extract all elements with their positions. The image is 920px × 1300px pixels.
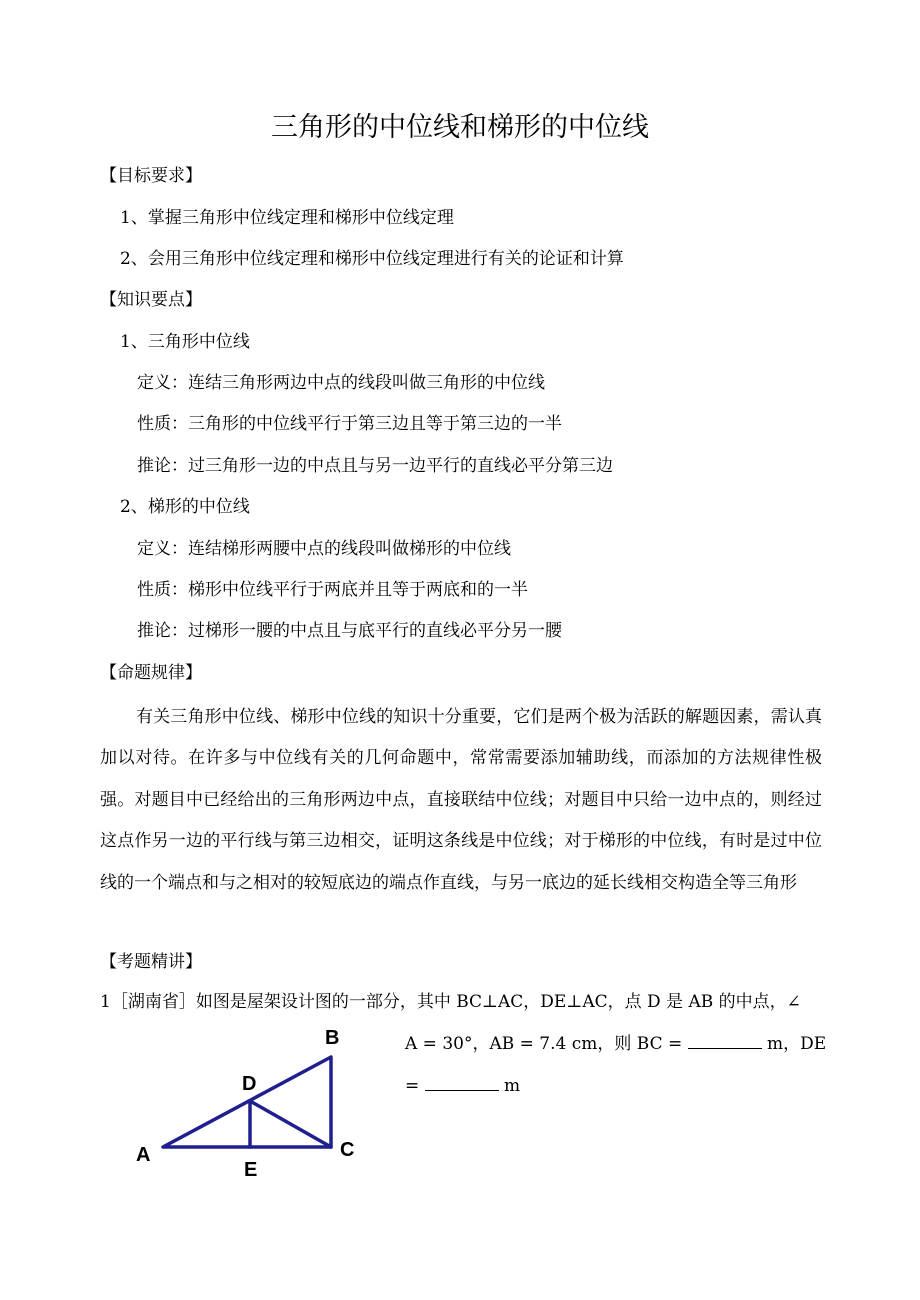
triangle-midline-property: 性质：三角形的中位线平行于第三边且等于第三边的一半 (137, 414, 562, 434)
question-1-text-de: m，DE (761, 1034, 827, 1054)
triangle-midline-definition: 定义：连结三角形两边中点的线段叫做三角形的中位线 (137, 373, 545, 393)
trapezoid-midline-title: 2、梯形的中位线 (120, 497, 250, 517)
trapezoid-midline-definition: 定义：连结梯形两腰中点的线段叫做梯形的中位线 (137, 539, 511, 559)
goals-heading: 【目标要求】 (100, 166, 202, 186)
exam-heading: 【考题精讲】 (100, 952, 202, 972)
triangle-midline-title: 1、三角形中位线 (120, 332, 250, 352)
knowledge-heading: 【知识要点】 (100, 290, 202, 310)
point-a-label: A (136, 1144, 151, 1166)
question-1-text-eq: = (405, 1076, 425, 1096)
point-c-label: C (340, 1139, 355, 1161)
truss-figure (125, 1020, 375, 1190)
point-d-label: D (242, 1073, 257, 1095)
triangle-midline-corollary: 推论：过三角形一边的中点且与另一边平行的直线必平分第三边 (137, 456, 613, 476)
goal-item-1: 1、掌握三角形中位线定理和梯形中位线定理 (120, 208, 454, 228)
rules-heading: 【命题规律】 (100, 663, 202, 683)
goal-item-2: 2、会用三角形中位线定理和梯形中位线定理进行有关的论证和计算 (120, 249, 624, 269)
trapezoid-midline-corollary: 推论：过梯形一腰的中点且与底平行的直线必平分另一腰 (137, 621, 562, 641)
segment-dc (250, 1101, 331, 1147)
question-1-line-2 (405, 1032, 826, 1056)
question-1-line-3 (405, 1074, 520, 1098)
point-b-label: B (325, 1027, 340, 1049)
trapezoid-midline-property: 性质：梯形中位线平行于两底并且等于两底和的一半 (137, 580, 528, 600)
point-e-label: E (244, 1159, 258, 1181)
question-1-line-1: 1［湖南省］如图是屋架设计图的一部分，其中 BC⊥AC，DE⊥AC，点 D 是 AB 的中点，∠ (100, 992, 801, 1012)
page-title: 三角形的中位线和梯形的中位线 (271, 112, 649, 143)
figure-lines (163, 1057, 331, 1147)
answer-blank-de[interactable] (425, 1076, 499, 1091)
question-1-text-bc: A = 30°，AB = 7.4 cm，则 BC = (405, 1034, 688, 1054)
question-1-text-unit: m (498, 1076, 521, 1096)
rules-paragraph: 有关三角形中位线、梯形中位线的知识十分重要，它们是两个极为活跃的解题因素，需认真加以对待。在许多与中位线有关的几何命题中，常常需要添加辅助线，而添加的方法规律性极强。对题目中已经给出的三角形两边中点，直接联结中位线；对题目中只给一边中点的，则经过这点作另一边的平行线与第三边相交，证明这条线是中位线；对于梯形的中位线，有时是过中位线的一个端点和与之相对的较短底边的端点作直线，与另一底边的延长线相交构造全等三角形 (100, 707, 822, 893)
answer-blank-bc[interactable] (688, 1034, 762, 1049)
